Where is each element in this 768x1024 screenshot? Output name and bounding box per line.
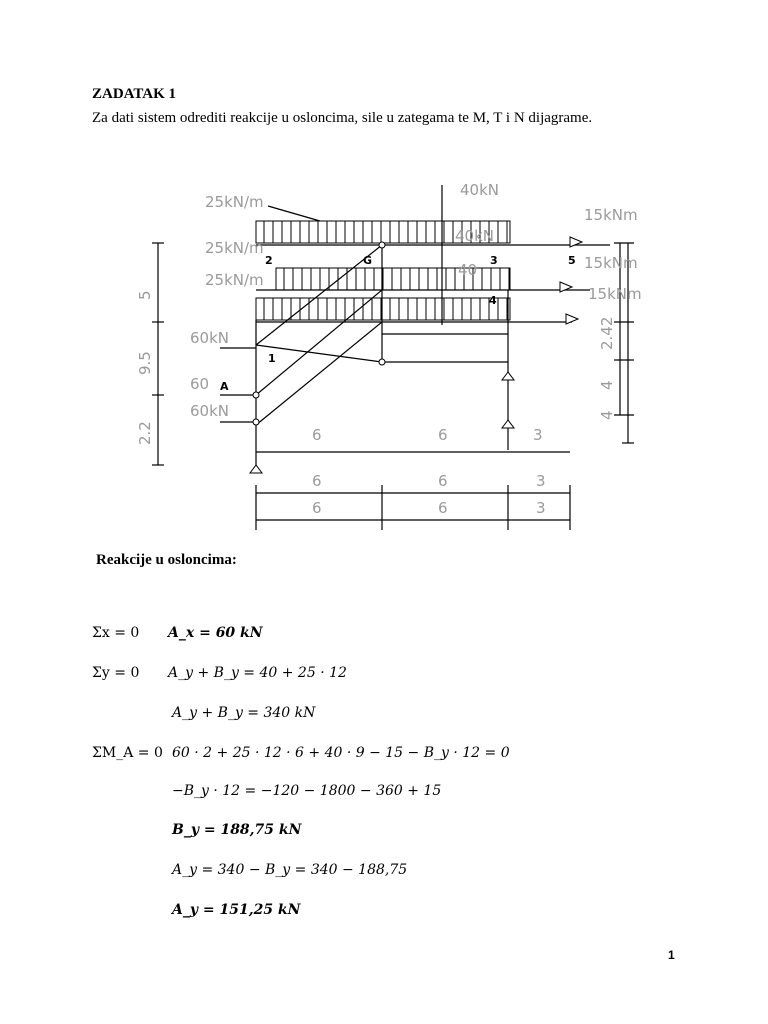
equation-rhs: −B_y · 12 = −120 − 1800 − 360 + 15 xyxy=(172,783,442,799)
ghost-40: 40 xyxy=(458,261,478,279)
node-3-label: 3 xyxy=(490,254,498,267)
support-a xyxy=(250,465,262,473)
moment-2-label: 15kNm xyxy=(584,254,638,272)
load-left-1-label: 60kN xyxy=(190,329,229,347)
equation-rhs: A_y = 340 − B_y = 340 − 188,75 xyxy=(172,862,408,878)
equation-row xyxy=(172,705,315,721)
equation-row xyxy=(92,745,510,761)
equation-row xyxy=(92,665,347,681)
load-dist-3-label: 25kN/m xyxy=(205,271,264,289)
leader-line xyxy=(268,206,320,221)
equation-row xyxy=(172,862,407,878)
equation-row xyxy=(172,822,301,838)
dim-h3-a: 6 xyxy=(312,499,322,517)
moment-1-label: 15kNm xyxy=(584,206,638,224)
equation-rhs: A_y + B_y = 340 kN xyxy=(172,705,316,721)
dim-v-left-2: 9.5 xyxy=(136,351,154,375)
load-left-3-label: 60kN xyxy=(190,402,229,420)
equation-rhs: A_y = 151,25 kN xyxy=(172,902,301,918)
equation-rhs: B_y = 188,75 kN xyxy=(172,822,302,838)
node-g-label: G xyxy=(363,254,373,267)
dim-h1-c: 3 xyxy=(533,426,543,444)
load-dist-2-label: 25kN/m xyxy=(205,239,264,257)
joint-left xyxy=(253,392,259,398)
load-dist-1-label: 25kN/m xyxy=(205,193,264,211)
dim-h2-a: 6 xyxy=(312,472,322,490)
tie-2 xyxy=(256,290,382,395)
node-a-label: A xyxy=(220,380,229,393)
node-4-label: 4 xyxy=(489,294,497,307)
equation-rhs: 60 · 2 + 25 · 12 · 6 + 40 · 9 − 15 − B_y · 12 = 0 xyxy=(172,745,510,761)
joint-left-2 xyxy=(253,419,259,425)
equation-rhs: A_y + B_y = 40 + 25 · 12 xyxy=(168,665,347,681)
dim-v-right-1: 2.42 xyxy=(598,316,616,350)
task-statement: Za dati sistem odrediti reakcije u osloncima, sile u zategama te M, T i N dijagrame. xyxy=(92,110,593,126)
dim-v-right-3: 4 xyxy=(598,410,616,420)
node-5-label: 5 xyxy=(568,254,576,267)
hinge-g xyxy=(379,242,385,248)
node-2-label: 2 xyxy=(265,254,273,267)
equation-row xyxy=(172,902,300,918)
equation-row xyxy=(172,783,441,799)
distributed-load-3 xyxy=(256,298,510,320)
equation-lhs: Σx = 0 xyxy=(92,625,140,641)
dim-v-right-2: 4 xyxy=(598,380,616,390)
dim-h2-b: 6 xyxy=(438,472,448,490)
load-40kn-label: 40kN xyxy=(460,181,499,199)
ghost-40kn: 40kN xyxy=(455,227,494,245)
dim-v-left-3: 2.2 xyxy=(136,421,154,445)
dim-h1-b: 6 xyxy=(438,426,448,444)
hinge-lower xyxy=(379,359,385,365)
dim-h2-c: 3 xyxy=(536,472,546,490)
dim-h3-c: 3 xyxy=(536,499,546,517)
dim-h1-a: 6 xyxy=(312,426,322,444)
support-b xyxy=(502,420,514,428)
equation-row xyxy=(92,625,263,641)
dim-v-left-1: 5 xyxy=(136,290,154,300)
equation-lhs: Σy = 0 xyxy=(92,665,140,681)
page-number: 1 xyxy=(668,948,675,962)
tie-3 xyxy=(256,322,382,425)
load-left-2-label: 60 xyxy=(190,375,210,393)
equation-rhs: A_x = 60 kN xyxy=(168,625,263,641)
moment-3-label: 15kNm xyxy=(588,285,642,303)
dim-h3-b: 6 xyxy=(438,499,448,517)
task-title: ZADATAK 1 xyxy=(92,86,177,102)
support-mid xyxy=(502,372,514,380)
node-1-label: 1 xyxy=(268,352,276,365)
section-heading: Reakcije u osloncima: xyxy=(96,552,237,568)
equation-lhs: ΣM_A = 0 xyxy=(92,745,163,761)
